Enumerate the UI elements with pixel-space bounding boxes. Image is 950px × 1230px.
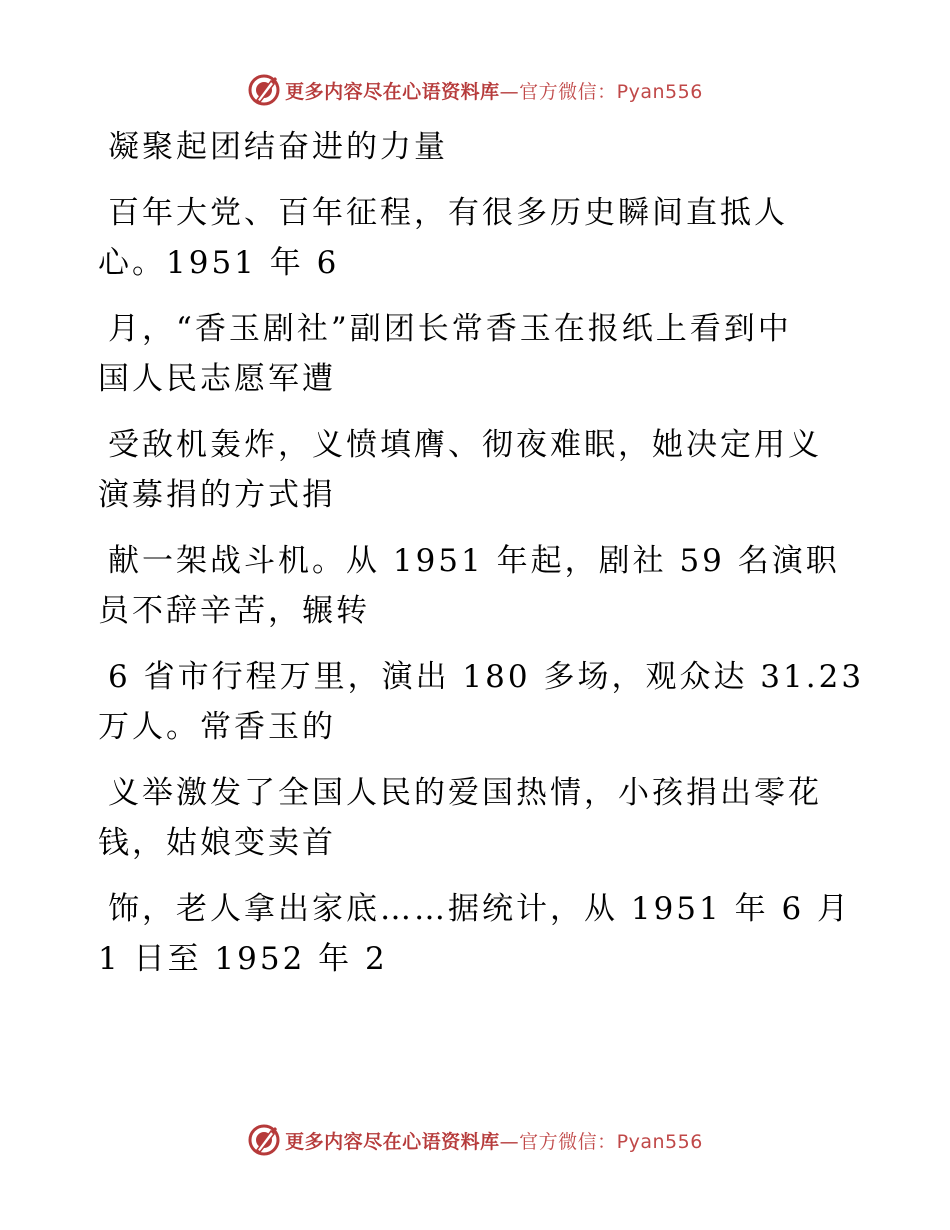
paragraph-line: 献一架战斗机。从 1951 年起，剧社 59 名演职 — [108, 543, 840, 579]
watermark-separator: — — [499, 1130, 520, 1153]
paragraph-line: 国人民志愿军遭 — [98, 361, 336, 397]
article-title: 凝聚起团结奋进的力量 — [108, 129, 448, 165]
paragraph-line: 百年大党、百年征程，有很多历史瞬间直抵人 — [108, 195, 788, 231]
paragraph-line: 义举激发了全国人民的爱国热情，小孩捐出零花 — [108, 775, 822, 811]
footer-watermark — [0, 1118, 950, 1162]
header-watermark — [0, 68, 950, 112]
paragraph-line: 1 日至 1952 年 2 — [98, 941, 388, 977]
watermark-contact-text: 官方微信：Pyan556 — [519, 80, 703, 103]
paragraph-line: 心。1951 年 6 — [98, 245, 340, 281]
watermark-contact-text: 官方微信：Pyan556 — [519, 1130, 703, 1153]
paragraph-line: 饰，老人拿出家底……据统计，从 1951 年 6 月 — [108, 891, 852, 927]
pen-circle-logo-icon — [247, 73, 281, 107]
paragraph-line: 演募捐的方式捐 — [98, 477, 336, 513]
paragraph-line: 钱，姑娘变卖首 — [98, 825, 336, 861]
watermark-separator: — — [499, 80, 520, 103]
article-body — [98, 122, 865, 984]
paragraph-line: 受敌机轰炸，义愤填膺、彻夜难眠，她决定用义 — [108, 427, 822, 463]
pen-circle-logo-icon — [247, 1123, 281, 1157]
paragraph-line: 月，“香玉剧社”副团长常香玉在报纸上看到中 — [108, 311, 792, 347]
watermark-site-text: 更多内容尽在心语资料库 — [285, 80, 500, 103]
paragraph-line: 万人。常香玉的 — [98, 709, 336, 745]
paragraph-line: 6 省市行程万里，演出 180 多场，观众达 31.23 — [108, 659, 865, 695]
paragraph-line: 员不辞辛苦，辗转 — [98, 593, 370, 629]
watermark-site-text: 更多内容尽在心语资料库 — [285, 1130, 500, 1153]
